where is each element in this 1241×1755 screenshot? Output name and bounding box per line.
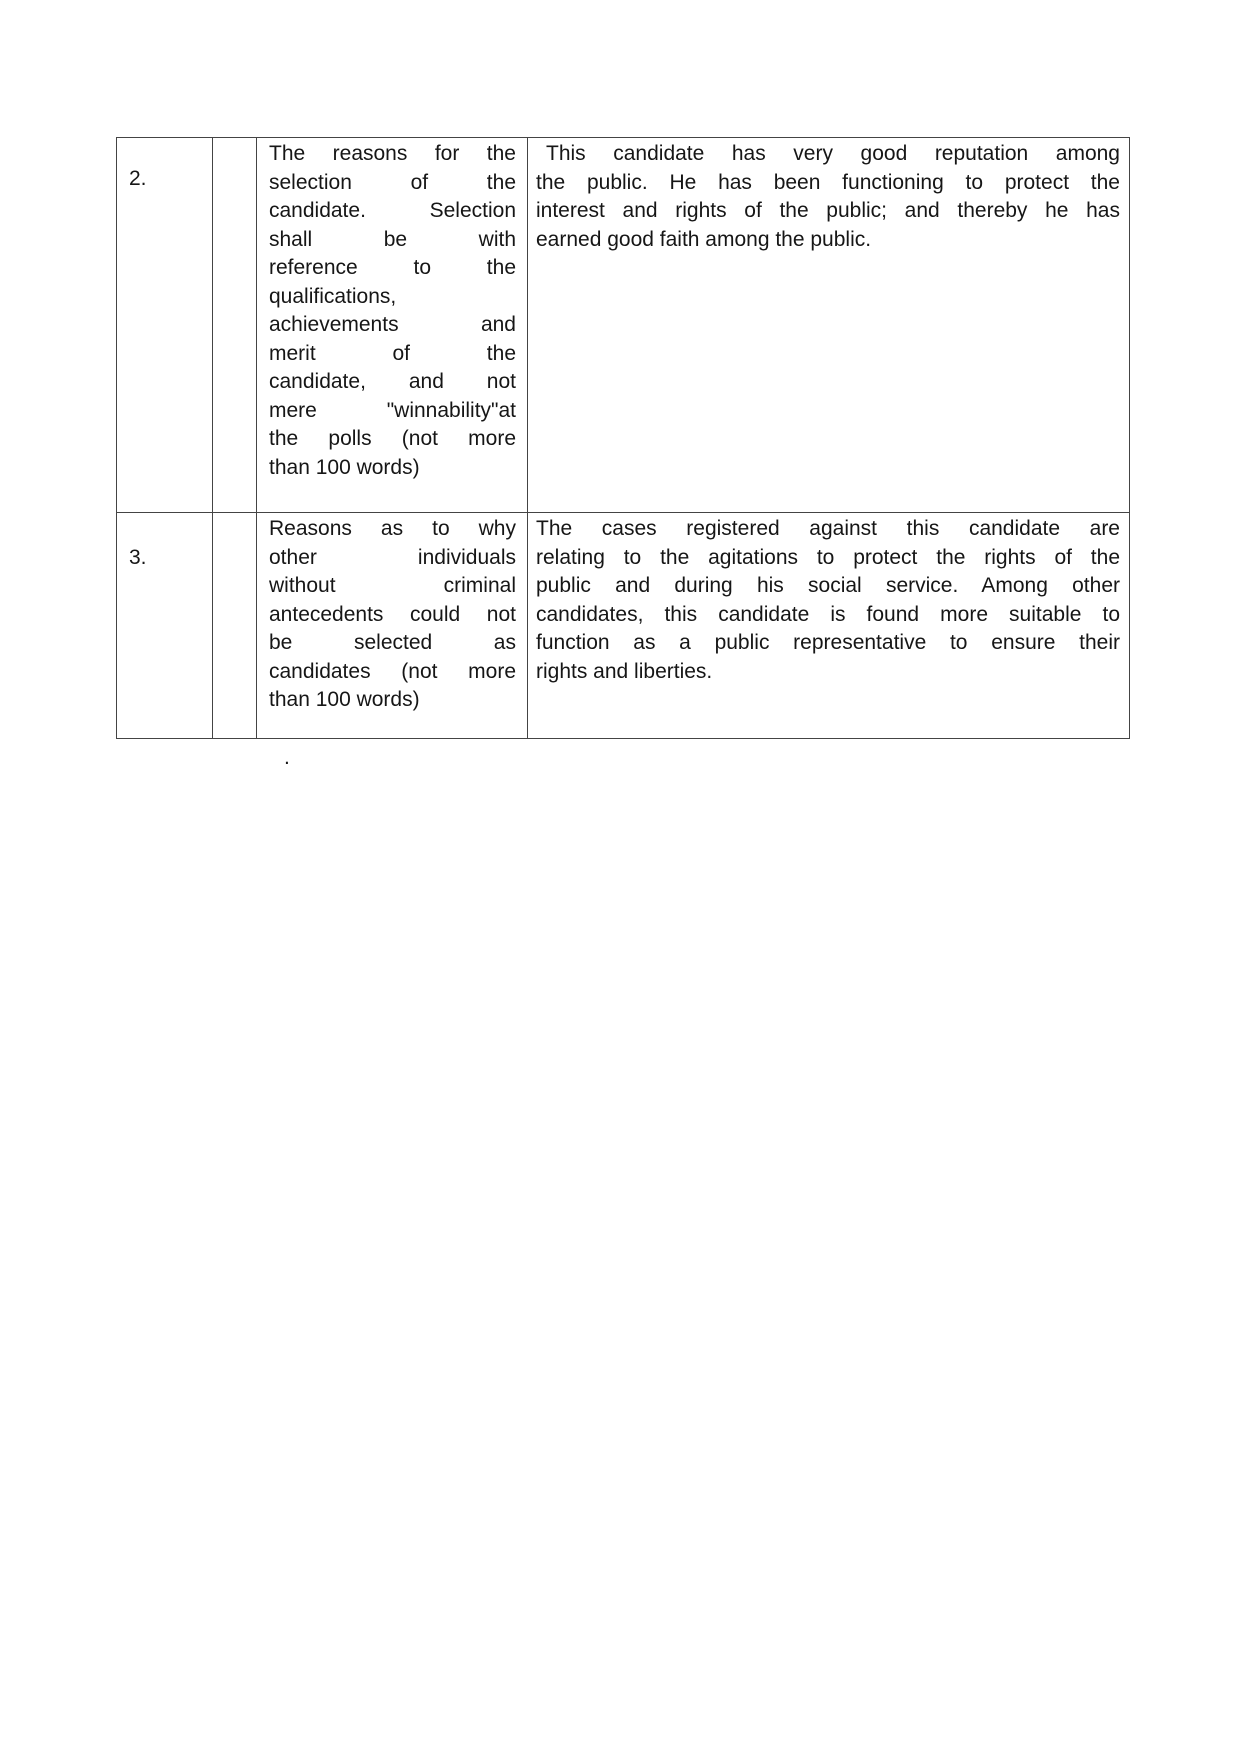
text-line: the polls (not more [269, 427, 516, 450]
text-line: than 100 words) [269, 688, 420, 711]
text-line: qualifications, [269, 284, 397, 308]
row-number-cell: 3. [117, 513, 213, 739]
text-line: earned good faith among the public. [536, 227, 872, 251]
text-line: This candidate has very good reputation among [546, 142, 1120, 165]
text-line: Reasons as to why [269, 517, 516, 540]
text-line: than 100 words) [269, 455, 420, 479]
question-cell [257, 138, 528, 513]
text-line: mere "winnability"at [269, 398, 516, 422]
table-row-3 [117, 513, 1130, 739]
text-line: candidates, this candidate is found more suitable to [536, 602, 1120, 626]
text-line: rights and liberties. [536, 659, 713, 683]
text-line: The reasons for the [269, 142, 516, 165]
text-line: achievements and [269, 313, 516, 336]
empty-cell [213, 138, 257, 513]
text-line: public and during his social service. Among other [536, 574, 1120, 597]
answer-cell [528, 513, 1130, 739]
text-line: be selected as [269, 631, 516, 654]
answer-cell [528, 138, 1130, 513]
text-line: The cases registered against this candidate are [536, 517, 1120, 540]
text-line: interest and rights of the public; and thereby he has [536, 199, 1120, 222]
text-line: reference to the [269, 256, 516, 279]
table-row-2 [117, 138, 1130, 513]
text-line: relating to the agitations to protect the rights of the [536, 545, 1120, 569]
table-body [117, 138, 1130, 739]
empty-cell [213, 513, 257, 739]
text-line: candidates (not more [269, 659, 516, 683]
text-line: antecedents could not [269, 602, 516, 626]
stray-period: . [284, 746, 290, 769]
question-cell [257, 513, 528, 739]
text-line: function as a public representative to ensure their [536, 631, 1120, 654]
text-line: candidate. Selection [269, 199, 516, 222]
text-line: shall be with [269, 227, 516, 251]
text-line: the public. He has been functioning to protect the [536, 170, 1120, 194]
text-line: without criminal [269, 574, 516, 597]
text-line: selection of the [269, 170, 516, 194]
text-line: merit of the [269, 341, 516, 365]
text-line: other individuals [269, 545, 516, 569]
candidate-selection-table [116, 137, 1130, 739]
row-number-cell: 2. [117, 138, 213, 513]
text-line: candidate, and not [269, 370, 516, 393]
